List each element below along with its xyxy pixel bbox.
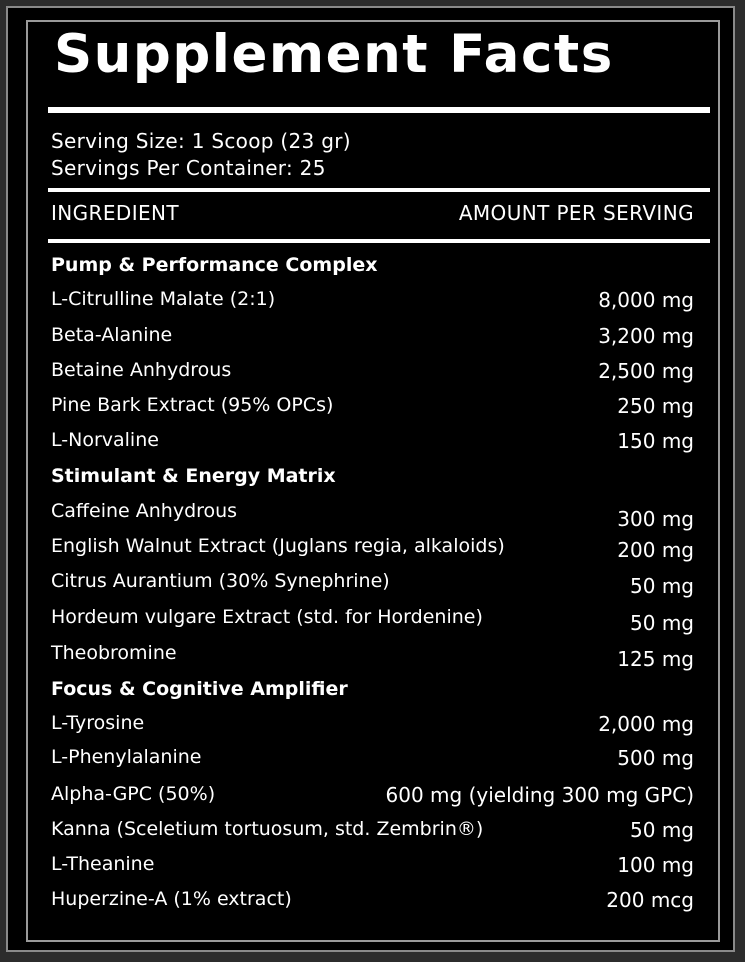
ingredient-name: English Walnut Extract (Juglans regia, alkaloids): [51, 535, 505, 557]
section-heading: [0, 256, 745, 282]
table-row: [0, 714, 745, 740]
ingredient-name: Kanna (Sceletium tortuosum, std. Zembrin®): [51, 818, 484, 840]
table-row: [0, 572, 745, 598]
section-title: Focus & Cognitive Amplifier: [51, 678, 348, 700]
table-row: [0, 785, 745, 811]
table-row: [0, 396, 745, 422]
table-row: [0, 290, 745, 316]
ingredient-name: L-Tyrosine: [51, 712, 145, 734]
ingredient-amount: 8,000 mg: [598, 288, 694, 312]
table-row: [0, 326, 745, 352]
ingredient-amount: 2,000 mg: [598, 712, 694, 736]
ingredient-name: L-Theanine: [51, 853, 155, 875]
label-title: Supplement Facts: [54, 24, 614, 85]
column-header-ingredient: INGREDIENT: [51, 201, 180, 225]
ingredient-amount: 50 mg: [630, 818, 694, 842]
table-row: [0, 820, 745, 846]
ingredient-name: Beta-Alanine: [51, 324, 173, 346]
ingredient-name: L-Norvaline: [51, 429, 159, 451]
servings-per-container: Servings Per Container: 25: [51, 156, 326, 180]
ingredient-name: Pine Bark Extract (95% OPCs): [51, 394, 334, 416]
table-row: [0, 361, 745, 387]
ingredient-name: Huperzine-A (1% extract): [51, 888, 292, 910]
table-row: [0, 537, 745, 563]
ingredient-amount: 200 mcg: [606, 888, 694, 912]
ingredient-name: Citrus Aurantium (30% Synephrine): [51, 570, 390, 592]
ingredient-name: Alpha-GPC (50%): [51, 783, 216, 805]
ingredient-amount: 200 mg: [617, 538, 694, 562]
ingredient-name: Caffeine Anhydrous: [51, 500, 238, 522]
ingredient-amount: 100 mg: [617, 853, 694, 877]
section-heading: [0, 680, 745, 706]
ingredient-amount: 500 mg: [617, 746, 694, 770]
ingredient-name: Hordeum vulgare Extract (std. for Hordenine): [51, 606, 483, 628]
ingredient-name: L-Phenylalanine: [51, 746, 202, 768]
ingredient-amount: 300 mg: [617, 507, 694, 531]
table-row: [0, 431, 745, 457]
table-row: [0, 890, 745, 916]
ingredient-amount: 125 mg: [617, 647, 694, 671]
serving-size: Serving Size: 1 Scoop (23 gr): [51, 129, 351, 153]
ingredient-amount: 50 mg: [630, 611, 694, 635]
ingredient-amount: 600 mg (yielding 300 mg GPC): [385, 783, 694, 807]
section-heading: [0, 467, 745, 493]
ingredient-amount: 2,500 mg: [598, 359, 694, 383]
ingredient-name: L-Citrulline Malate (2:1): [51, 288, 276, 310]
table-row: [0, 748, 745, 774]
ingredient-amount: 3,200 mg: [598, 324, 694, 348]
table-row: [0, 608, 745, 634]
ingredient-amount: 250 mg: [617, 394, 694, 418]
ingredient-amount: 150 mg: [617, 429, 694, 453]
ingredient-name: Theobromine: [51, 642, 177, 664]
ingredient-amount: 50 mg: [630, 574, 694, 598]
ingredient-name: Betaine Anhydrous: [51, 359, 232, 381]
table-row: [0, 855, 745, 881]
table-row: [0, 644, 745, 670]
section-title: Stimulant & Energy Matrix: [51, 465, 336, 487]
column-header-amount: AMOUNT PER SERVING: [458, 201, 694, 225]
section-title: Pump & Performance Complex: [51, 254, 378, 276]
table-row: [0, 500, 745, 531]
